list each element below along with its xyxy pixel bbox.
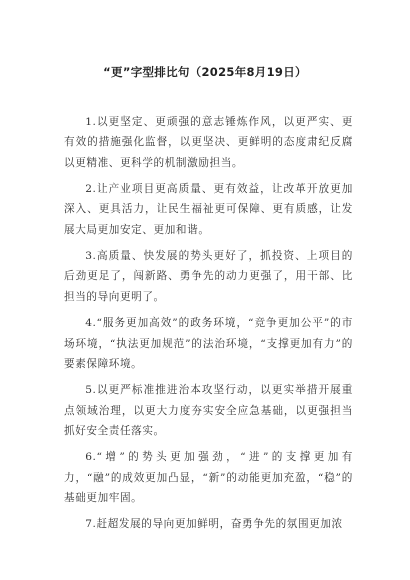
paragraph-3: 3.高质量、快发展的势头更好了，抓投资、上项目的后劲更足了，闯新路、勇争先的动力更强了，用干部、比担当的导向更明了。 [64, 250, 353, 303]
paragraph-1: 1.以更坚定、更顽强的意志锤炼作风，以更严实、更有效的措施强化监督，以更坚决、更鲜明的态度肃纪反腐以更精准、更科学的机制激励担当。 [64, 116, 353, 169]
paragraph-7: 7.赶超发展的导向更加鲜明，奋勇争先的氛围更加浓 [85, 518, 343, 531]
paragraph-4: 4.“服务更加高效”的政务环境，“竞争更加公平”的市场环境，“执法更加规范”的法治环境，“支撑更加有力”的要素保障环境。 [64, 317, 353, 370]
document-body [64, 112, 353, 541]
paragraph-6: 6.“增”的势头更加强劲，“进”的支撑更加有力，“融”的成效更加凸显，“新”的动能更加充盈，“稳”的基础更加牢固。 [64, 451, 353, 504]
document-title: “更”字型排比句（2025年8月19日） [103, 65, 307, 79]
paragraph-2: 2.让产业项目更高质量、更有效益，让改革开放更加深入、更具活力，让民生福祉更可保障、更有质感，让发展大局更加安定、更加和谐。 [64, 183, 353, 236]
paragraph-5: 5.以更严标准推进治本攻坚行动，以更实举措开展重点领域治理，以更大力度夯实安全应急基础，以更强担当抓好安全责任落实。 [64, 384, 353, 437]
